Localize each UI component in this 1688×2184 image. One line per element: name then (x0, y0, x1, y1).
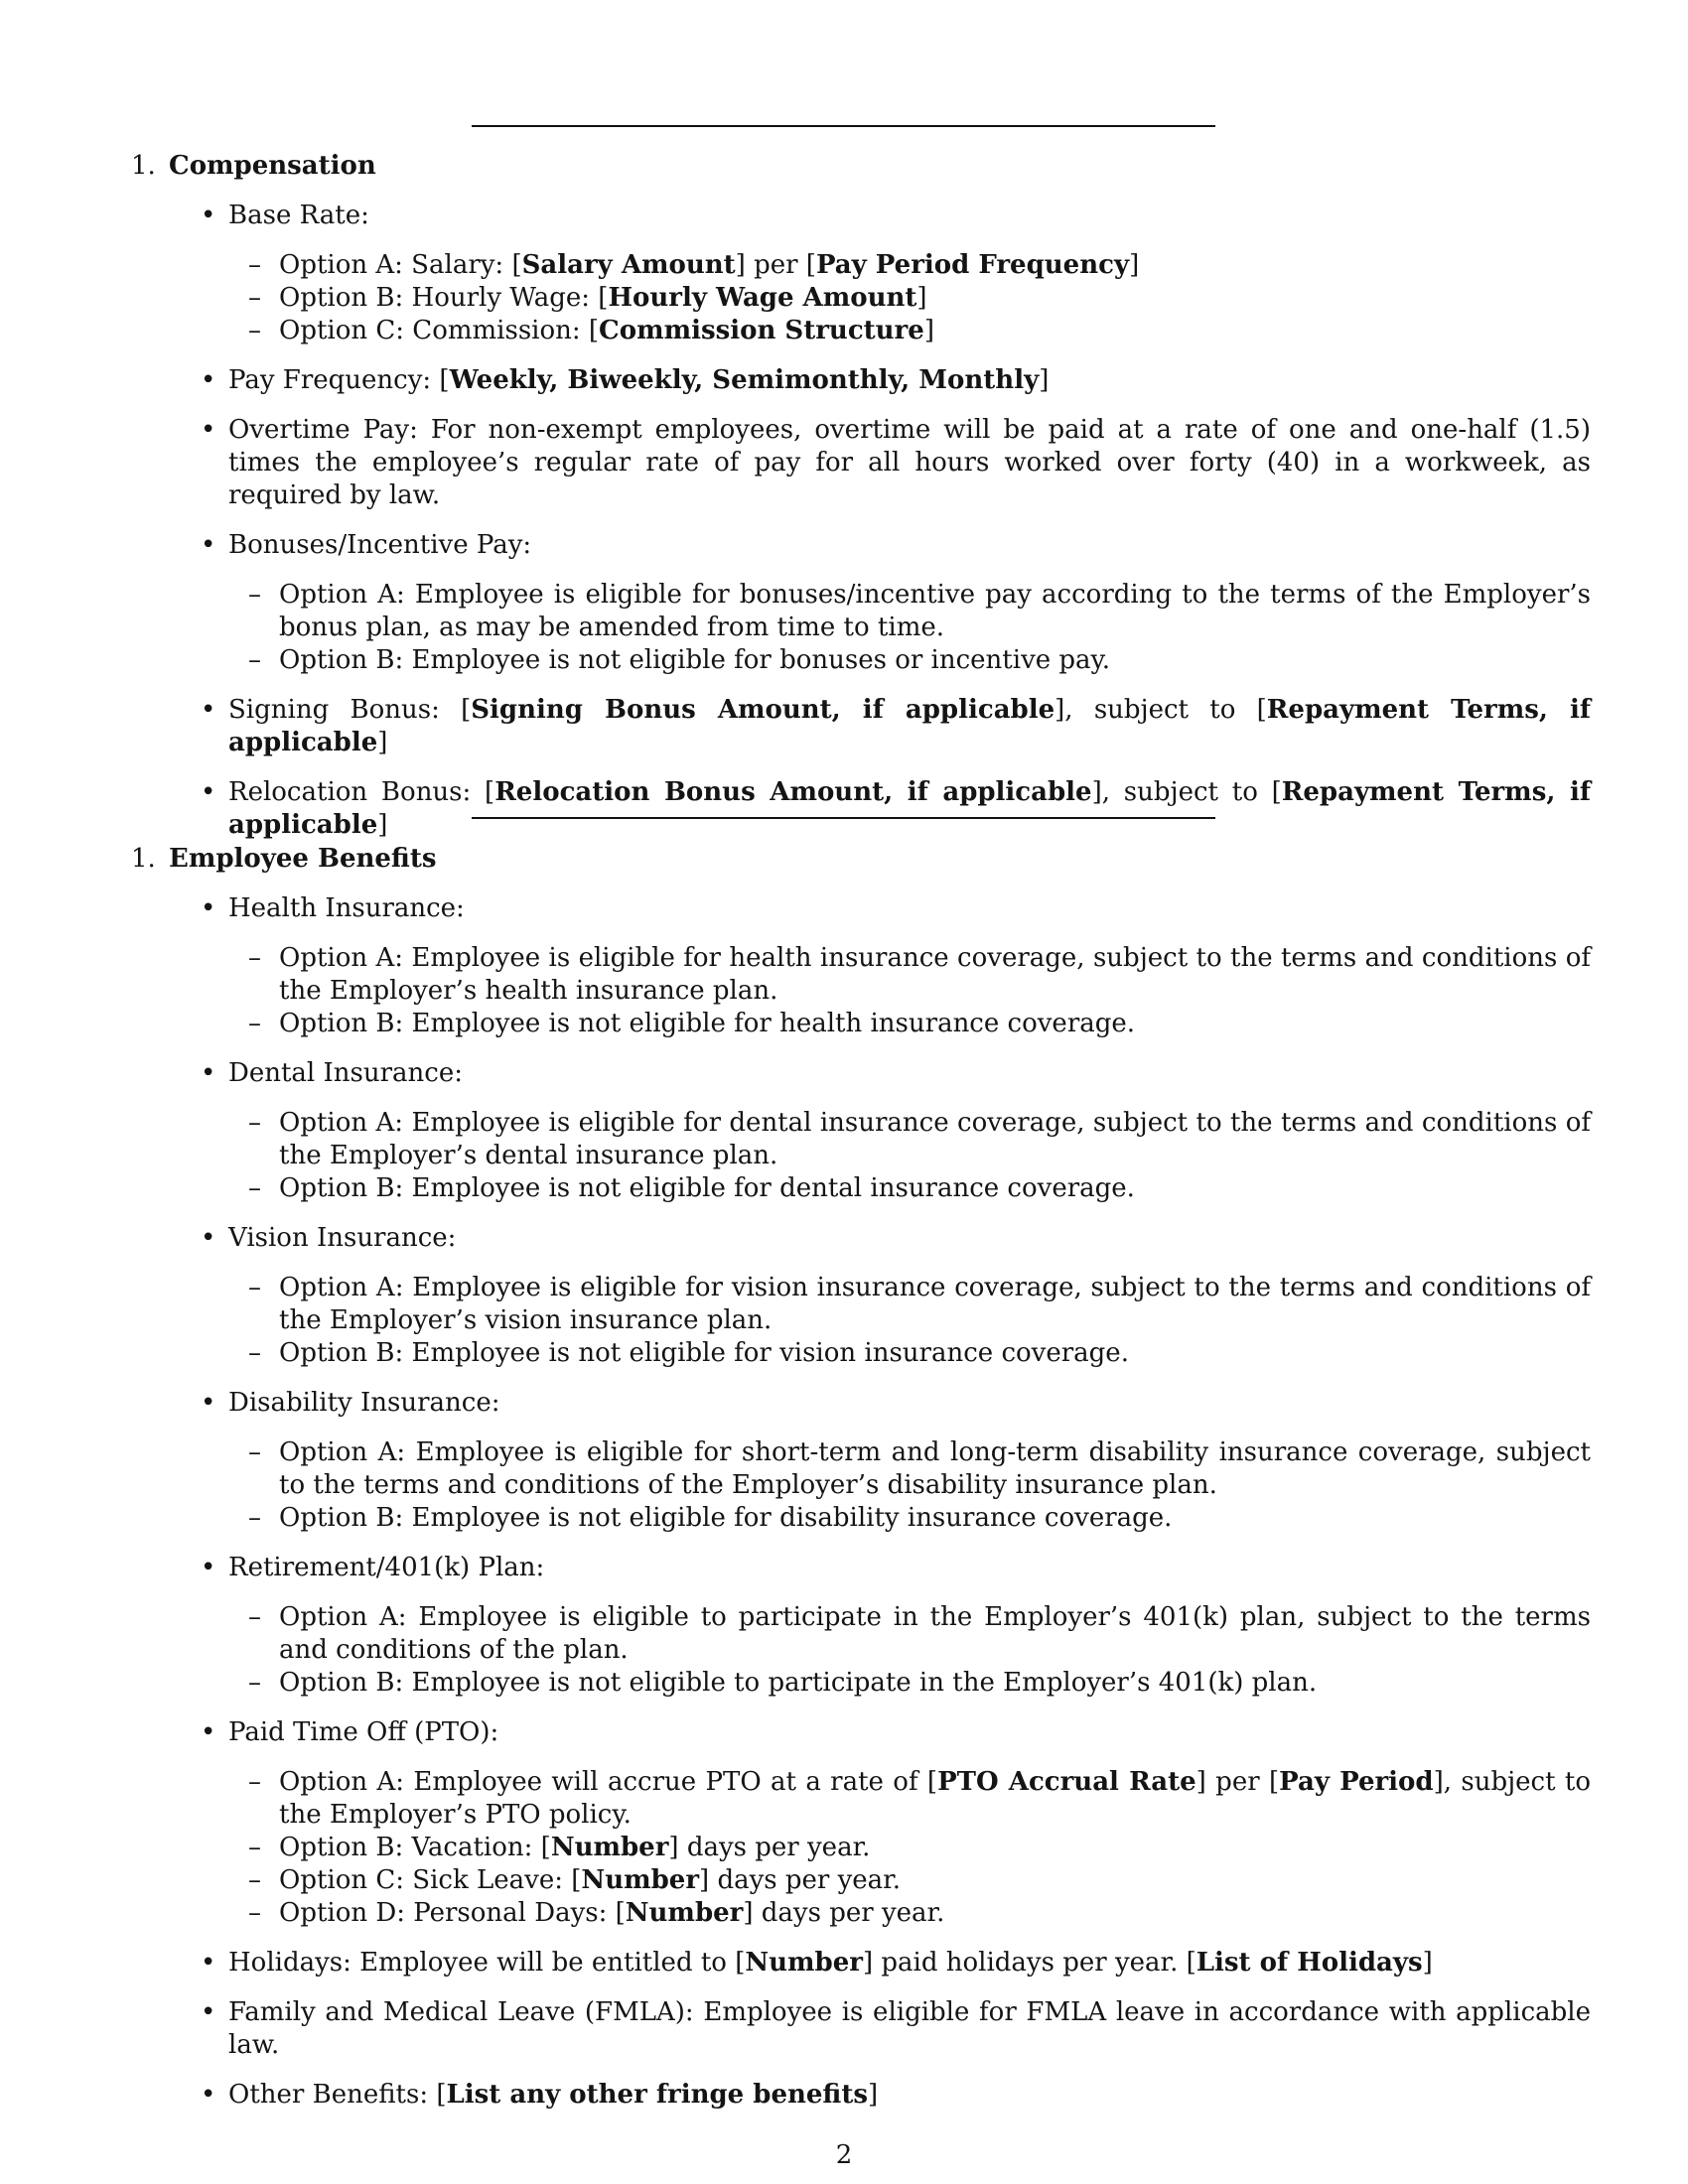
option-item (228, 1337, 1591, 1370)
compensation-list (131, 200, 1591, 842)
item-label: Paid Time Off (PTO): (228, 1717, 499, 1747)
option-item (228, 1436, 1591, 1502)
list-item-dental (131, 1057, 1591, 1205)
item-text: ] (377, 728, 388, 757)
placeholder-field: Pay Period Frequency (815, 250, 1130, 280)
option-item (228, 1832, 1591, 1864)
base-rate-options (228, 249, 1591, 347)
section-title: Compensation (169, 151, 376, 181)
placeholder-field: Commission Structure (599, 316, 924, 345)
placeholder-field: Hourly Wage Amount (608, 283, 917, 313)
option-item (228, 644, 1591, 677)
item-text: ] (1039, 365, 1050, 395)
option-text: ] per [ (1196, 1767, 1280, 1797)
option-text: Option B: Vacation: [ (279, 1833, 551, 1862)
option-item (228, 1601, 1591, 1667)
placeholder-field: Number (745, 1948, 863, 1978)
option-text: Option B: Employee is not eligible for bonuses or incentive pay. (279, 645, 1111, 675)
option-item (228, 1667, 1591, 1700)
item-text: ] (377, 810, 388, 840)
option-text: Option D: Personal Days: [ (279, 1898, 626, 1928)
placeholder-field: Weekly, Biweekly, Semimonthly, Monthly (449, 365, 1040, 395)
item-text: Pay Frequency: [ (228, 365, 450, 395)
page-number: 2 (835, 2140, 853, 2170)
placeholder-field: Repayment Terms, if applicable (228, 695, 1592, 757)
option-text: Option B: Employee is not eligible for health insurance coverage. (279, 1009, 1136, 1038)
section-number: 1. (131, 844, 156, 874)
option-text: Option A: Employee is eligible for health insurance coverage, subject to the terms and conditions of the Employer’s health insurance plan. (279, 943, 1591, 1006)
list-item-base-rate (131, 200, 1591, 347)
option-item (228, 579, 1591, 644)
item-text: Relocation Bonus: [ (228, 777, 495, 807)
placeholder-field: Number (550, 1833, 669, 1862)
option-text: Option A: Salary: [ (279, 250, 522, 280)
option-text: ] (916, 283, 927, 313)
option-item (228, 1008, 1591, 1040)
option-text: Option B: Employee is not eligible for vision insurance coverage. (279, 1338, 1129, 1368)
placeholder-field: List of Holidays (1196, 1948, 1423, 1978)
option-text: ] days per year. (668, 1833, 871, 1862)
list-item-overtime (131, 414, 1591, 512)
placeholder-field: Salary Amount (521, 250, 736, 280)
placeholder-field: Signing Bonus Amount, if applicable (471, 695, 1055, 725)
item-text: Holidays: Employee will be entitled to [ (228, 1948, 746, 1978)
list-item-vision (131, 1222, 1591, 1370)
retirement-options (228, 1601, 1591, 1700)
option-text: Option C: Commission: [ (279, 316, 600, 345)
option-text: ] days per year. (743, 1898, 945, 1928)
list-item-pto (131, 1716, 1591, 1930)
item-text: ], subject to [ (1091, 777, 1282, 807)
section-heading (131, 150, 1591, 183)
horizontal-rule (472, 125, 1215, 127)
horizontal-rule (472, 817, 1215, 819)
option-item (228, 1107, 1591, 1172)
placeholder-field: Pay Period (1279, 1767, 1434, 1797)
item-label: Dental Insurance: (228, 1058, 463, 1088)
option-item (228, 1864, 1591, 1897)
item-label: Bonuses/Incentive Pay: (228, 530, 532, 560)
placeholder-field: PTO Accrual Rate (937, 1767, 1196, 1797)
list-item-health (131, 892, 1591, 1040)
option-item (228, 1897, 1591, 1930)
option-text: ] per [ (735, 250, 816, 280)
option-text: Option C: Sick Leave: [ (279, 1865, 582, 1895)
section-heading (131, 843, 1591, 876)
item-text: Other Benefits: [ (228, 2080, 447, 2110)
option-text: Option B: Employee is not eligible to participate in the Employer’s 401(k) plan. (279, 1668, 1318, 1698)
pto-options (228, 1766, 1591, 1930)
option-text: ], subject to the Employer’s PTO policy. (279, 1767, 1592, 1830)
option-text: Option A: Employee is eligible for short-term and long-term disability insurance coverage, subject to the terms and conditions of the Employer’s disability insurance plan. (279, 1437, 1591, 1500)
list-item-relocation-bonus (131, 776, 1591, 842)
item-label: Retirement/401(k) Plan: (228, 1553, 545, 1582)
item-text: Signing Bonus: [ (228, 695, 472, 725)
placeholder-field: Relocation Bonus Amount, if applicable (494, 777, 1092, 807)
option-item (228, 1272, 1591, 1337)
option-text: Option A: Employee is eligible for vision insurance coverage, subject to the terms and conditions of the Employer’s vision insurance plan. (279, 1273, 1591, 1335)
placeholder-field: Repayment Terms, if applicable (228, 777, 1592, 840)
compensation-section (131, 150, 1591, 859)
option-text: ] days per year. (699, 1865, 902, 1895)
list-item-disability (131, 1387, 1591, 1535)
option-item (228, 942, 1591, 1008)
item-text: Overtime Pay: For non-exempt employees, overtime will be paid at a rate of one and one-half (1.5) times the employee’s regular rate of pay for all hours worked over forty (40) in a workweek, as required by law. (228, 415, 1591, 510)
item-text: Family and Medical Leave (FMLA): Employee is eligible for FMLA leave in accordance with applicable law. (228, 1997, 1591, 2060)
bonus-options (228, 579, 1591, 677)
list-item-other-benefits (131, 2079, 1591, 2112)
item-text: ] (867, 2080, 879, 2110)
list-item-bonuses (131, 529, 1591, 677)
option-text: Option B: Employee is not eligible for dental insurance coverage. (279, 1173, 1135, 1203)
benefits-section (131, 843, 1591, 2128)
placeholder-field: Number (581, 1865, 700, 1895)
item-text: ], subject to [ (1055, 695, 1267, 725)
item-label: Health Insurance: (228, 893, 465, 923)
option-item (228, 249, 1591, 282)
option-text: Option B: Employee is not eligible for disability insurance coverage. (279, 1503, 1173, 1533)
option-text: Option A: Employee is eligible for dental insurance coverage, subject to the terms and conditions of the Employer’s dental insurance plan. (279, 1108, 1591, 1170)
item-label: Vision Insurance: (228, 1223, 457, 1253)
item-text: ] (1422, 1948, 1433, 1978)
option-text: ] (923, 316, 934, 345)
list-item-retirement (131, 1552, 1591, 1700)
option-item (228, 1766, 1591, 1832)
option-text: Option A: Employee will accrue PTO at a rate of [ (279, 1767, 938, 1797)
option-text: Option A: Employee is eligible to participate in the Employer’s 401(k) plan, subject to the terms and conditions of the plan. (279, 1602, 1591, 1665)
disability-options (228, 1436, 1591, 1535)
benefits-list (131, 892, 1591, 2112)
option-text: Option A: Employee is eligible for bonuses/incentive pay according to the terms of the Employer’s bonus plan, as may be amended from time to time. (279, 580, 1591, 642)
item-label: Disability Insurance: (228, 1388, 500, 1418)
list-item-signing-bonus (131, 694, 1591, 759)
health-options (228, 942, 1591, 1040)
option-text: Option B: Hourly Wage: [ (279, 283, 609, 313)
item-text: ] paid holidays per year. [ (862, 1948, 1196, 1978)
list-item-holidays (131, 1947, 1591, 1979)
option-item (228, 282, 1591, 315)
section-number: 1. (131, 151, 156, 181)
placeholder-field: Number (625, 1898, 744, 1928)
list-item-pay-frequency (131, 364, 1591, 397)
vision-options (228, 1272, 1591, 1370)
option-item (228, 1172, 1591, 1205)
list-item-fmla (131, 1996, 1591, 2062)
option-item (228, 1502, 1591, 1535)
option-text: ] (1129, 250, 1140, 280)
option-item (228, 315, 1591, 347)
placeholder-field: List any other fringe benefits (446, 2080, 868, 2110)
section-title: Employee Benefits (169, 844, 437, 874)
dental-options (228, 1107, 1591, 1205)
item-label: Base Rate: (228, 201, 369, 230)
